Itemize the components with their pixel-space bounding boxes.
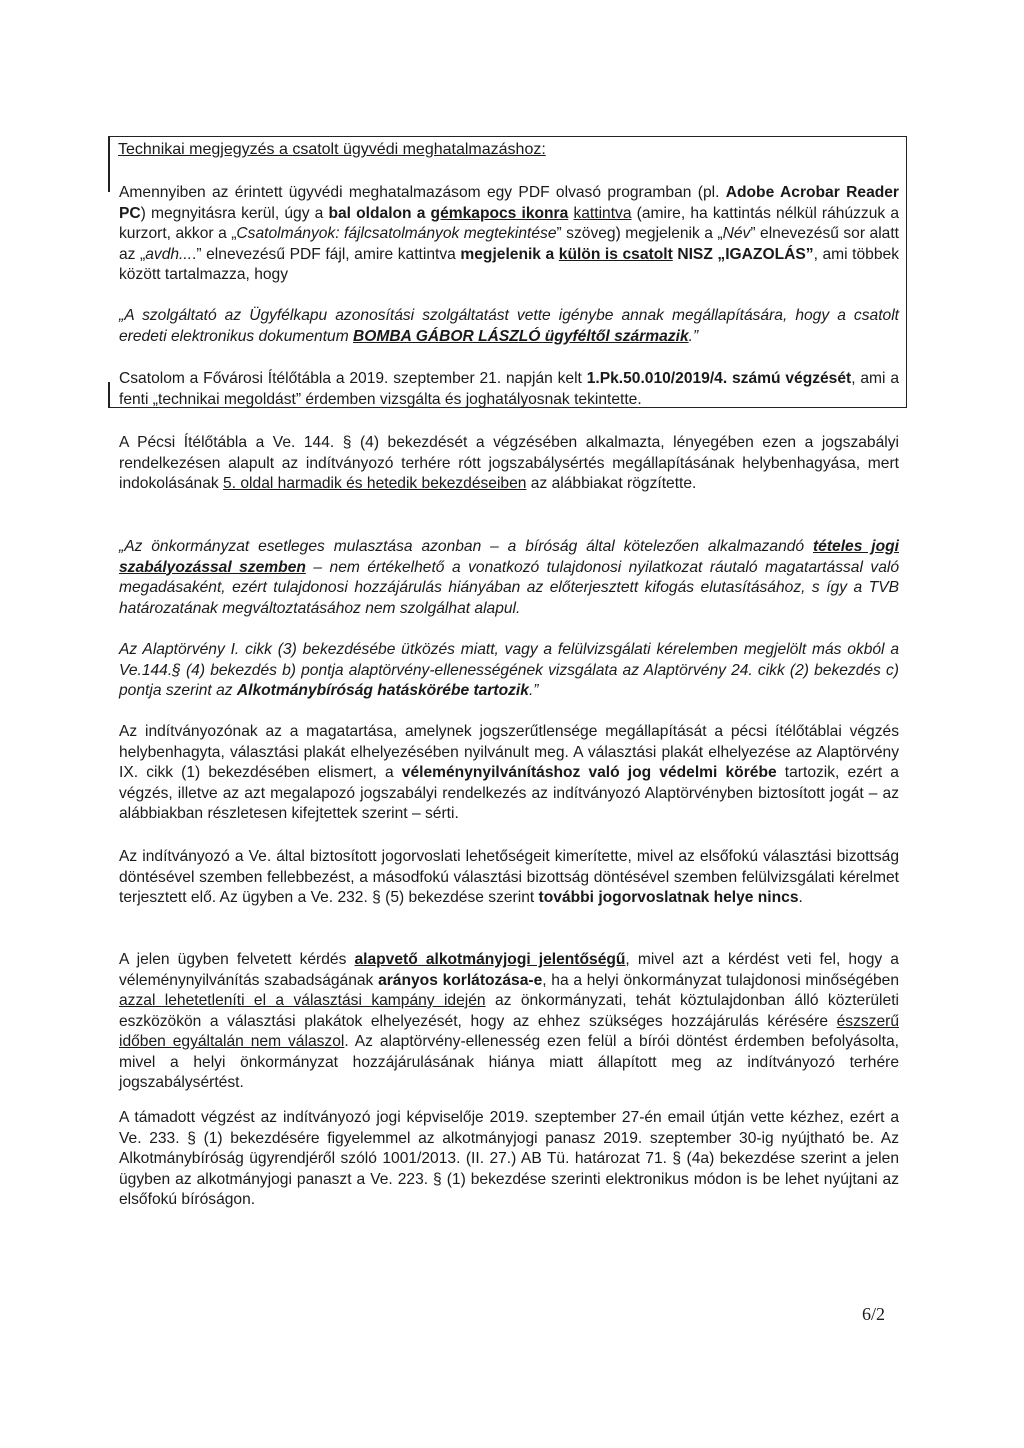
technical-note-paragraph: Amennyiben az érintett ügyvédi meghatalmazásom egy PDF olvasó programban (pl. Adobe Acrobar Reader PC) megnyitásra kerül, úgy a bal oldalon a gémkapocs ikonra kattintva (amire, ha kattintás nélkül ráhúzzuk a kurzort, akkor a „Csatolmányok: fájlcsatolmányok megtekintése” szöveg) megjelenik a „Név” elnevezésű sor alatt az „avdh....” elnevezésű PDF fájl, amire kattintva megjelenik a külön is csatolt NISZ „IGAZOLÁS”, ami többek között tartalmazza, hogy	[119, 184, 900, 283]
box-left-edge-lower	[108, 382, 110, 408]
body-paragraph-5: A támadott végzést az indítványozó jogi képviselője 2019. szeptember 27-én email útján vette kézhez, ezért a Ve. 233. § (1) bekezdésére figyelemmel az alkotmányjogi panasz 2019. szeptember 30-ig nyújtható be. Az Alkotmánybíróság ügyrendjéről szóló 1001/2013. (II. 27.) AB Tü. határozat 71. § (4a) bekezdése szerint a jelen ügyben az alkotmányjogi panaszt a Ve. 223. § (1) bekezdése szerinti elektronikus módon is be lehet nyújtani az elsőfokú bíróságon.	[119, 1109, 899, 1208]
body-paragraph-2: Az indítványozónak az a magatartása, amelynek jogszerűtlensége megállapítását a pécsi ítélőtáblai végzés helybenhagyta, választási plakát elhelyezésében nyilvánult meg. A választási plakát elhelyezése az Alaptörvény IX. cikk (1) bekezdésében elismert, a véleménynyilvánításhoz való jog védelmi körébe tartozik, ezért a végzés, illetve az azt megalapozó jogszabályi rendelkezés az indítványozó Alaptörvényben biztosított jogát – az alábbiakban részletesen kifejtettek szerint – sérti.	[119, 723, 899, 822]
body-paragraph-1: A Pécsi Ítélőtábla a Ve. 144. § (4) bekezdését a végzésében alkalmazta, lényegében ezen a jogszabályi rendelkezésen alapult az indítványozó terhére rótt jogszabálysértés megállapításának helybenhagyása, mert indokolásának 5. oldal harmadik és hetedik bekezdéseiben az alábbiakat rögzítette.	[119, 434, 899, 492]
body-paragraph-4: A jelen ügyben felvetett kérdés alapvető alkotmányjogi jelentőségű, mivel azt a kérdést veti fel, hogy a véleménynyilvánítás szabadságának arányos korlátozása-e, ha a helyi önkormányzat tulajdonosi minőségében azzal lehetetleníti el a választási kampány idején az önkormányzati, tehát köztulajdonban álló közterületi eszközökön a választási plakátok elhelyezését, hogy az ehhez szükséges hozzájárulás kérésére észszerű időben egyáltalán nem válaszol. Az alaptörvény-ellenesség ezen felül a bírói döntést érdemben befolyásolta, mivel a helyi önkormányzat hozzájárulásának hiánya miatt állapított meg az indítványozó terhére jogszabálysértést.	[119, 951, 900, 1091]
attachment-paragraph: Csatolom a Fővárosi Ítélőtábla a 2019. szeptember 21. napján kelt 1.Pk.50.010/2019/4. számú végzését, ami a fenti „technikai megoldást” érdemben vizsgálta és joghatályosnak tekintette.	[119, 370, 899, 408]
court-quote-2: Az Alaptörvény I. cikk (3) bekezdésébe ütközés miatt, vagy a felülvizsgálati kérelemben megjelölt más okból a Ve.144.§ (4) bekezdés b) pontja alaptörvény-ellenességének vizsgálata az Alaptörvény 24. cikk (2) bekezdés c) pontja szerint az Alkotmánybíróság hatáskörébe tartozik.”	[119, 641, 899, 699]
certificate-quote: „A szolgáltató az Ügyfélkapu azonosítási szolgáltatást vette igénybe annak megállapítására, hogy a csatolt eredeti elektronikus dokumentum BOMBA GÁBOR LÁSZLÓ ügyféltől származik.”	[119, 307, 899, 345]
court-quote-1: „Az önkormányzat esetleges mulasztása azonban – a bíróság által kötelezően alkalmazandó tételes jogi szabályozással szemben – nem értékelhető a vonatkozó tulajdonosi nyilatkozat ráutaló magatartással való megadásaként, ezért tulajdonosi hozzájárulás hiányában az előterjesztett kifogás elutasításához, s így a TVB határozatának megváltoztatásához nem szolgálhat alapul.	[119, 538, 900, 617]
page-number: 6/2	[862, 1304, 886, 1324]
body-paragraph-3: Az indítványozó a Ve. által biztosított jogorvoslati lehetőségeit kimerítette, mivel az elsőfokú választási bizottság döntésével szemben fellebbezést, a másodfokú választási bizottság döntésével szemben felülvizsgálati kérelmet terjesztett elő. Az ügyben a Ve. 232. § (5) bekezdése szerint további jogorvoslatnak helye nincs.	[119, 848, 899, 906]
box-left-edge	[108, 136, 110, 192]
technical-note-title: Technikai megjegyzés a csatolt ügyvédi meghatalmazáshoz:	[118, 141, 546, 158]
